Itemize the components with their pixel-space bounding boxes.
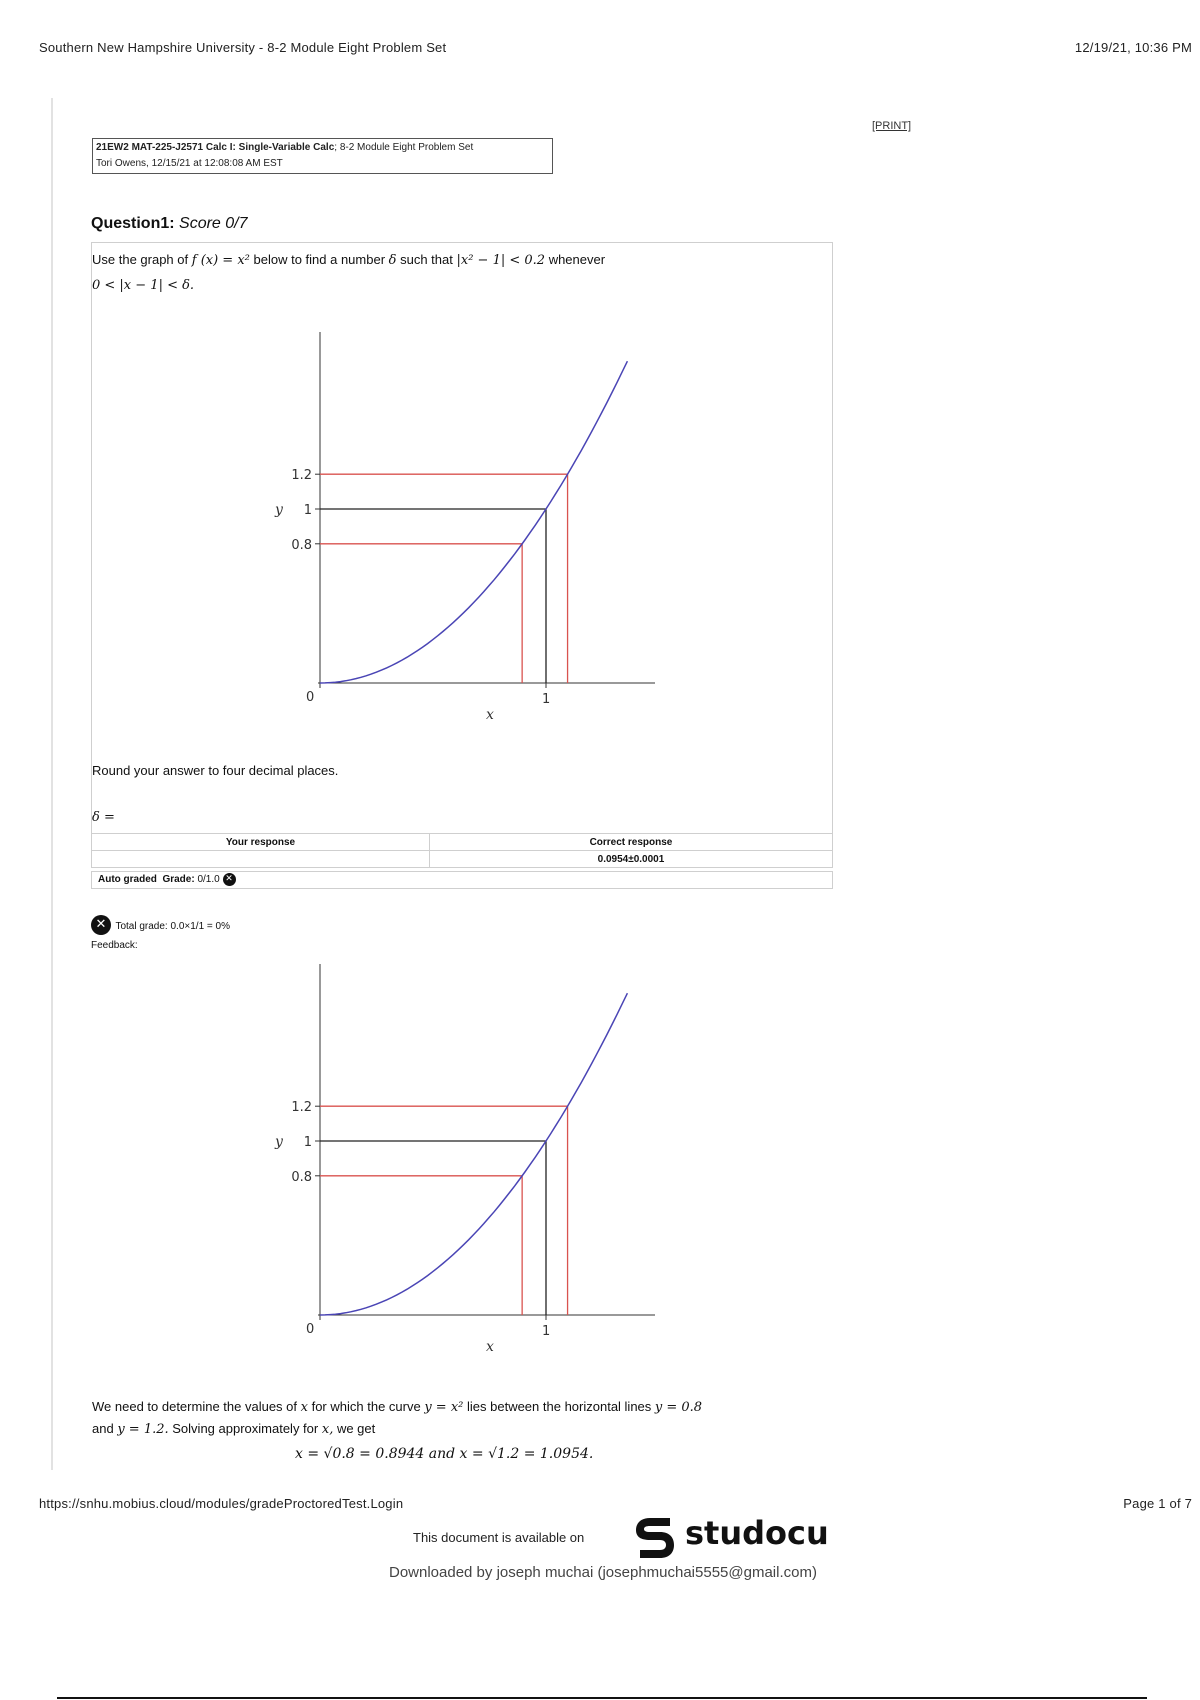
- explanation-line-2: [92, 1421, 375, 1437]
- response-table: [91, 833, 833, 868]
- expl-math: x,: [321, 1422, 334, 1437]
- explanation-line-1: [92, 1399, 702, 1415]
- y-tick-label: 1.2: [291, 1100, 312, 1116]
- origin-label: 0: [306, 1322, 315, 1337]
- round-instruction: Round your answer to four decimal places.: [92, 763, 339, 778]
- downloaded-by: Downloaded by joseph muchai (josephmuchai5555@gmail.com): [389, 1564, 817, 1581]
- prompt-text-2: below to find a number: [253, 252, 386, 267]
- expl-text: Solving approximately for: [172, 1421, 319, 1436]
- y-tick-label: 1: [303, 1135, 312, 1150]
- x-axis-label: x: [486, 1339, 494, 1355]
- prompt-inequality: |x² − 1| < 0.2: [456, 253, 546, 268]
- incorrect-icon: ✕: [223, 873, 236, 886]
- function-curve: [320, 361, 627, 683]
- feedback-label: Feedback:: [91, 940, 138, 951]
- student-line: Tori Owens, 12/15/21 at 12:08:08 AM EST: [96, 158, 283, 169]
- x-tick-label: 1: [542, 1324, 551, 1339]
- prompt-function: f (x) = x²: [191, 253, 250, 268]
- feedback-graph: [260, 952, 680, 1372]
- y-tick-label: 1.2: [291, 468, 312, 484]
- course-name: 21EW2 MAT-225-J2571 Calc I: Single-Variable Calc: [96, 142, 335, 153]
- question-prompt: [92, 252, 605, 268]
- x-axis-label: x: [486, 707, 494, 723]
- expl-text: We need to determine the values of: [92, 1399, 297, 1414]
- y-tick-label: 0.8: [291, 537, 312, 553]
- left-margin-rule: [51, 98, 53, 1470]
- delta-answer-label: δ =: [92, 810, 115, 825]
- prompt-text-4: whenever: [548, 252, 606, 267]
- expl-text: for which the curve: [311, 1399, 421, 1414]
- studocu-logo-icon: [630, 1512, 680, 1562]
- question-title: [91, 215, 248, 233]
- prompt-text-3: such that: [400, 252, 453, 267]
- bottom-divider: [57, 1697, 1147, 1699]
- your-response-cell: [92, 851, 430, 868]
- total-grade-text: Total grade: 0.0×1/1 = 0%: [115, 921, 230, 933]
- footer-page-number: Page 1 of 7: [1123, 1496, 1192, 1511]
- function-curve: [320, 993, 627, 1315]
- expl-math: y = x²: [424, 1400, 464, 1415]
- your-response-header: Your response: [92, 834, 430, 851]
- auto-graded-label: Auto graded: [98, 874, 157, 886]
- available-on-text: This document is available on: [413, 1530, 585, 1545]
- course-info-box: [92, 138, 553, 174]
- expl-math: y = 1.2.: [117, 1422, 169, 1437]
- print-link[interactable]: [PRINT]: [872, 120, 912, 132]
- correct-response-cell: 0.0954±0.0001: [429, 851, 832, 868]
- prompt-text-1: Use the graph of: [92, 252, 189, 267]
- assignment-name: ; 8-2 Module Eight Problem Set: [334, 142, 474, 153]
- document-title: Southern New Hampshire University - 8-2 Module Eight Problem Set: [39, 40, 447, 55]
- y-tick-label: 1: [303, 503, 312, 518]
- expl-text: lies between the horizontal lines: [467, 1399, 652, 1414]
- explanation-result: x = √0.8 = 0.8944 and x = √1.2 = 1.0954.: [295, 1446, 594, 1462]
- x-tick-label: 1: [542, 692, 551, 707]
- y-axis-label: y: [275, 1134, 283, 1150]
- prompt-condition: 0 < |x − 1| < δ.: [92, 278, 195, 293]
- question-graph: [260, 320, 680, 740]
- y-tick-label: 0.8: [291, 1169, 312, 1185]
- question-score: Score 0/7: [179, 215, 248, 232]
- expl-math: x: [300, 1400, 308, 1415]
- print-datetime: 12/19/21, 10:36 PM: [1074, 40, 1192, 55]
- expl-text: we get: [336, 1421, 376, 1436]
- grade-value: 0/1.0: [197, 874, 220, 886]
- studocu-brand: studocu: [685, 1514, 829, 1552]
- total-grade: [91, 915, 230, 935]
- total-incorrect-icon: ✕: [91, 915, 111, 935]
- footer-url: https://snhu.mobius.cloud/modules/gradeProctoredTest.Login: [39, 1496, 404, 1511]
- y-axis-label: y: [275, 502, 283, 518]
- grade-info: [98, 873, 236, 886]
- prompt-delta: δ: [388, 253, 397, 268]
- expl-text: and: [92, 1421, 114, 1436]
- expl-math: y = 0.8: [654, 1400, 703, 1415]
- course-line: [96, 140, 549, 156]
- grade-label: Grade:: [162, 874, 195, 886]
- correct-response-header: Correct response: [429, 834, 832, 851]
- origin-label: 0: [306, 690, 315, 705]
- question-label: Question1:: [91, 215, 175, 232]
